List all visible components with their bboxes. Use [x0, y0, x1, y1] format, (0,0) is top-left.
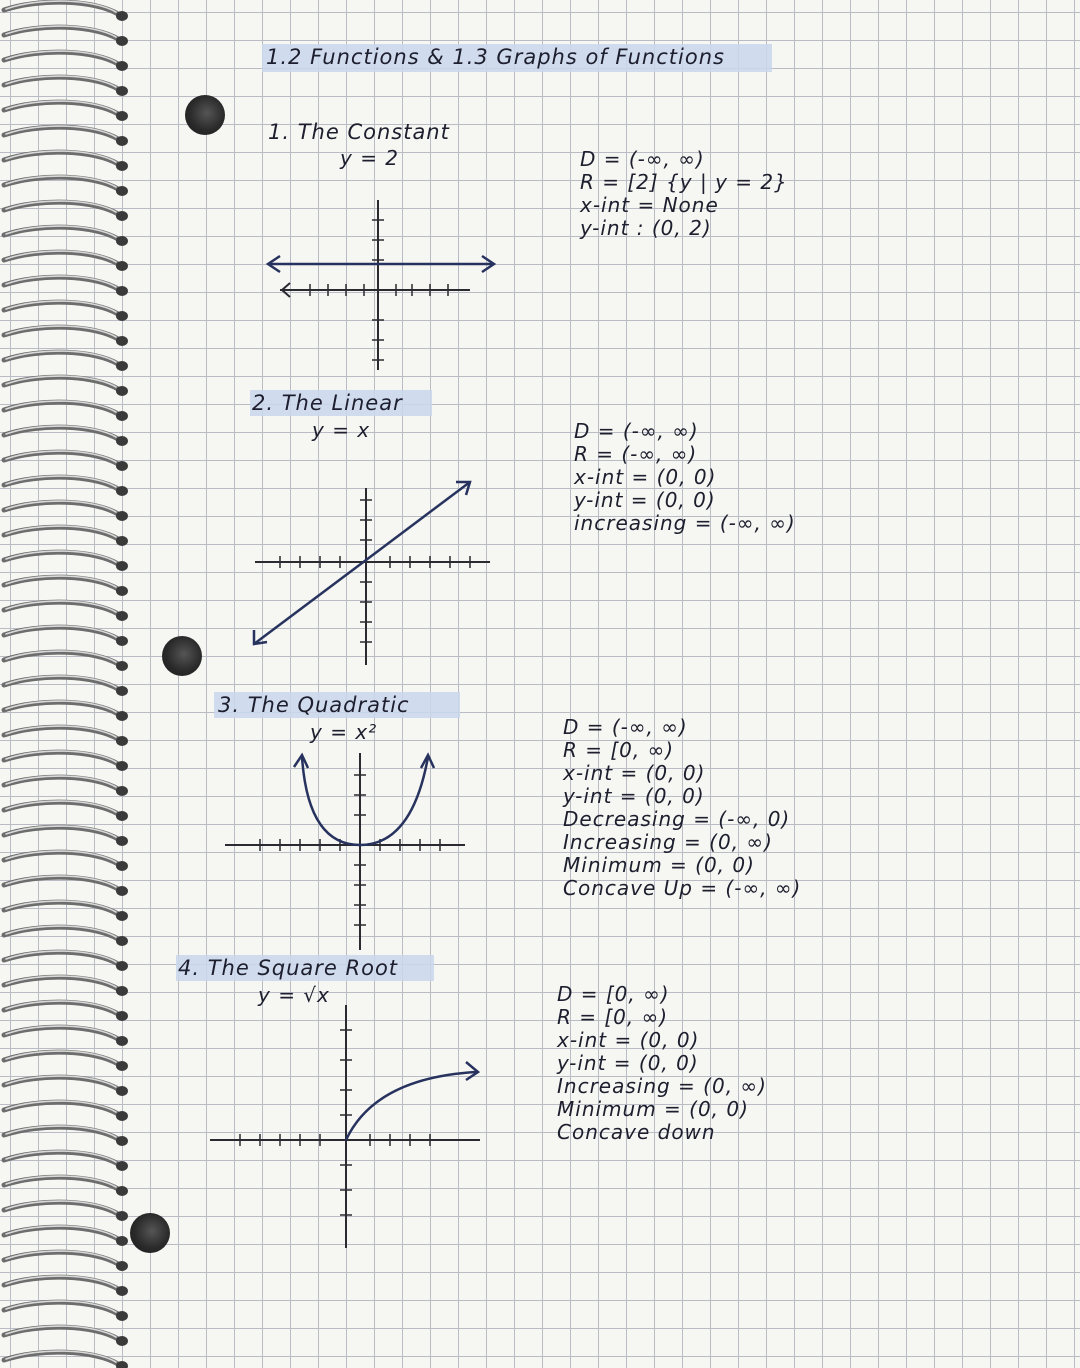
- spiral-coil: [4, 51, 128, 71]
- spiral-coil: [4, 1, 128, 21]
- spiral-coil: [4, 1026, 128, 1046]
- properties-square-root: [557, 983, 767, 1144]
- spiral-coil: [4, 551, 128, 571]
- spiral-coil: [4, 101, 128, 121]
- spiral-coil: [4, 1151, 128, 1171]
- section-heading-square-root: 4. The Square Root: [178, 956, 399, 980]
- spiral-coil: [4, 576, 128, 596]
- spiral-coil: [4, 876, 128, 896]
- equation-linear: y = x: [312, 418, 371, 442]
- spiral-coil: [4, 501, 128, 521]
- spiral-coil: [4, 1126, 128, 1146]
- spiral-coil: [4, 801, 128, 821]
- property-line: y-int = (0, 0): [557, 1051, 699, 1075]
- spiral-coil: [4, 126, 128, 146]
- section-heading-constant: 1. The Constant: [268, 120, 450, 144]
- property-line: R = (-∞, ∞): [574, 442, 698, 466]
- graph-constant: [250, 180, 510, 380]
- property-line: y-int = (0, 0): [563, 784, 705, 808]
- spiral-coil: [4, 1301, 128, 1321]
- spiral-coil: [4, 76, 128, 96]
- spiral-coil: [4, 1276, 128, 1296]
- spiral-coil: [4, 1226, 128, 1246]
- property-line: Concave down: [557, 1120, 716, 1144]
- property-line: increasing = (-∞, ∞): [574, 511, 796, 535]
- spiral-coil: [4, 451, 128, 471]
- spiral-coil: [4, 926, 128, 946]
- properties-quadratic: [563, 716, 801, 900]
- property-line: x-int = (0, 0): [557, 1028, 700, 1052]
- property-line: Increasing = (0, ∞): [563, 830, 773, 854]
- properties-linear: [574, 420, 796, 535]
- spiral-coil: [4, 626, 128, 646]
- property-line: R = [2] {y | y = 2}: [580, 170, 788, 194]
- spiral-coil: [4, 251, 128, 271]
- spiral-coil: [4, 676, 128, 696]
- spiral-coil: [4, 276, 128, 296]
- graph-linear: [240, 470, 500, 670]
- punch-hole: [162, 636, 202, 676]
- spiral-coil: [4, 476, 128, 496]
- spiral-coil: [4, 976, 128, 996]
- property-line: x-int = None: [580, 193, 719, 217]
- properties-constant: [580, 148, 788, 240]
- spiral-coil: [4, 1051, 128, 1071]
- spiral-coil: [4, 1001, 128, 1021]
- spiral-coil: [4, 751, 128, 771]
- equation-constant: y = 2: [340, 146, 400, 170]
- spiral-coil: [4, 401, 128, 421]
- property-line: x-int = (0, 0): [563, 761, 706, 785]
- property-line: R = [0, ∞): [557, 1005, 669, 1029]
- spiral-coil: [4, 526, 128, 546]
- spiral-coil: [4, 326, 128, 346]
- property-line: D = (-∞, ∞): [574, 419, 699, 443]
- spiral-coil: [4, 201, 128, 221]
- spiral-coil: [4, 776, 128, 796]
- property-line: D = (-∞, ∞): [580, 147, 705, 171]
- punch-hole: [130, 1213, 170, 1253]
- page-title: 1.2 Functions & 1.3 Graphs of Functions: [266, 45, 725, 69]
- spiral-coil: [4, 601, 128, 621]
- spiral-coil: [4, 176, 128, 196]
- property-line: D = [0, ∞): [557, 982, 670, 1006]
- spiral-coil: [4, 351, 128, 371]
- property-line: Decreasing = (-∞, 0): [563, 807, 791, 831]
- spiral-coil: [4, 951, 128, 971]
- section-heading-linear: 2. The Linear: [252, 391, 403, 415]
- spiral-binding: [0, 0, 130, 1368]
- arrow-right-icon: [466, 1062, 478, 1080]
- square-root-curve: [346, 1072, 476, 1140]
- spiral-coil: [4, 726, 128, 746]
- spiral-coil: [4, 901, 128, 921]
- spiral-coil: [4, 1251, 128, 1271]
- property-line: x-int = (0, 0): [574, 465, 717, 489]
- spiral-coil: [4, 376, 128, 396]
- property-line: Minimum = (0, 0): [557, 1097, 749, 1121]
- spiral-coil: [4, 1076, 128, 1096]
- spiral-coil: [4, 426, 128, 446]
- equation-quadratic: y = x²: [310, 720, 378, 744]
- property-line: Increasing = (0, ∞): [557, 1074, 767, 1098]
- property-line: Minimum = (0, 0): [563, 853, 755, 877]
- spiral-coil: [4, 651, 128, 671]
- equation-square-root: y = √x: [258, 983, 330, 1007]
- parabola-curve: [302, 757, 428, 845]
- spiral-coil: [4, 1101, 128, 1121]
- spiral-coil: [4, 1201, 128, 1221]
- spiral-coil: [4, 826, 128, 846]
- property-line: D = (-∞, ∞): [563, 715, 688, 739]
- spiral-coil: [4, 1176, 128, 1196]
- graph-quadratic: [220, 745, 480, 955]
- spiral-coil: [4, 1351, 128, 1368]
- spiral-coil: [4, 301, 128, 321]
- property-line: Concave Up = (-∞, ∞): [563, 876, 802, 900]
- spiral-coil: [4, 851, 128, 871]
- spiral-coil: [4, 151, 128, 171]
- property-line: y-int : (0, 2): [580, 216, 712, 240]
- punch-hole: [185, 95, 225, 135]
- spiral-coil: [4, 226, 128, 246]
- property-line: R = [0, ∞): [563, 738, 675, 762]
- graph-square-root: [200, 1000, 490, 1260]
- arrow-up-icon: [294, 755, 308, 768]
- spiral-coil: [4, 26, 128, 46]
- spiral-coil: [4, 1326, 128, 1346]
- spiral-coil: [4, 701, 128, 721]
- property-line: y-int = (0, 0): [574, 488, 716, 512]
- section-heading-quadratic: 3. The Quadratic: [218, 693, 410, 717]
